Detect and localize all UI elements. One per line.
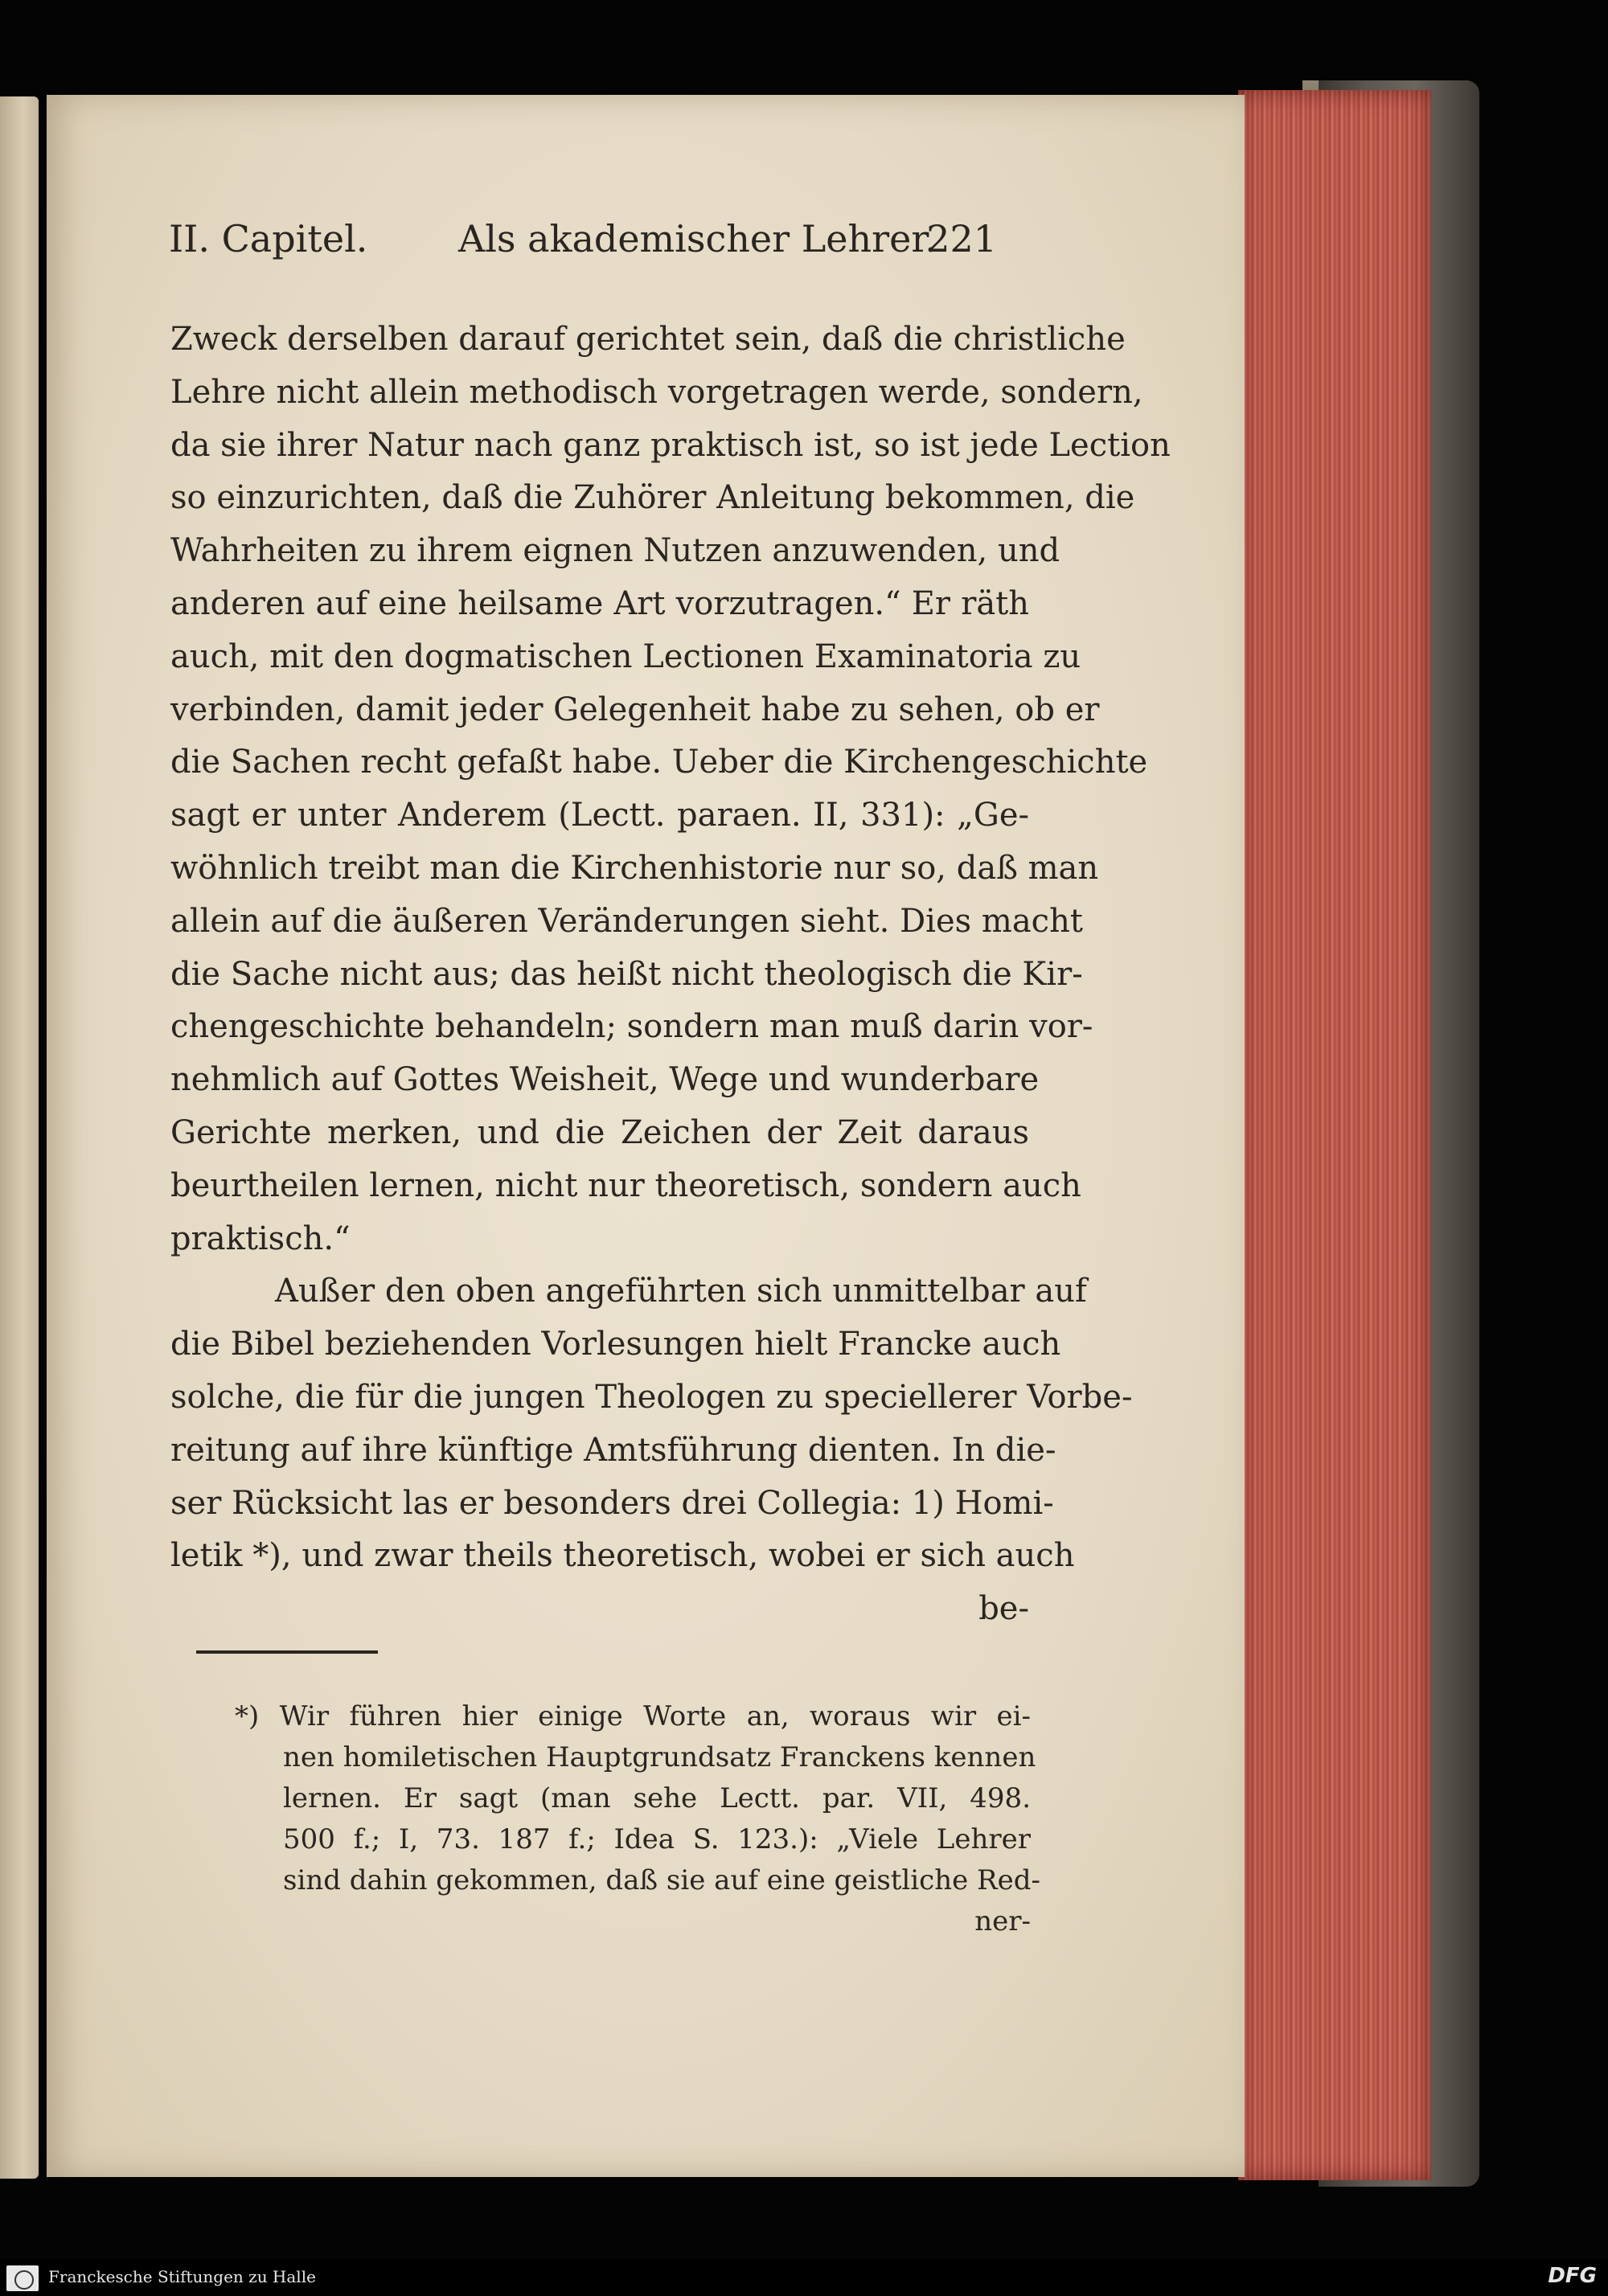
catchword: be-: [978, 1590, 1029, 1628]
footnote-line: *) Wir führen hier einige Worte an, woraus wir ei-: [235, 1700, 1031, 1732]
text-line: die Sache nicht aus; das heißt nicht theologisch die Kir-: [170, 955, 1083, 993]
footer-bar: [0, 2259, 1608, 2296]
text-line: praktisch.“: [170, 1220, 351, 1257]
text-line: nehmlich auf Gottes Weisheit, Wege und wunderbare: [170, 1061, 1040, 1099]
text-line: solche, die für die jungen Theologen zu speciellerer Vorbe-: [170, 1378, 1133, 1416]
footnote-line: lernen. Er sagt (man sehe Lectt. par. VII, 498.: [283, 1782, 1031, 1814]
text-line: Gerichte merken, und die Zeichen der Zeit daraus: [170, 1113, 1029, 1151]
text-line: die Sachen recht gefaßt habe. Ueber die Kirchengeschichte: [170, 744, 1148, 781]
chapter-label: II. Capitel.: [169, 217, 368, 260]
chapter-title: Als akademischer Lehrer.: [458, 217, 937, 260]
page-block-edge: [1238, 90, 1431, 2180]
footnote: [235, 1696, 1041, 1942]
text-line: Außer den oben angeführten sich unmittelbar auf: [275, 1273, 1087, 1310]
text-line: da sie ihrer Natur nach ganz praktisch ist, so ist jede Lection: [170, 426, 1171, 464]
text-line: reitung auf ihre künftige Amtsführung dienten. In die-: [170, 1431, 1056, 1469]
text-line: Zweck derselben darauf gerichtet sein, daß die christliche: [170, 321, 1126, 358]
previous-page-edge: [0, 96, 39, 2179]
text-line: auch, mit den dogmatischen Lectionen Examinatoria zu: [170, 638, 1081, 675]
body-text: [170, 314, 1171, 1636]
footnote-rule: [196, 1650, 378, 1654]
text-line: wöhnlich treibt man die Kirchenhistorie nur so, daß man: [170, 849, 1099, 887]
text-line: ser Rücksicht las er besonders drei Collegia: 1) Homi-: [170, 1484, 1054, 1522]
text-line: die Bibel beziehenden Vorlesungen hielt Francke auch: [170, 1326, 1061, 1363]
running-header: [169, 217, 997, 281]
text-line: beurtheilen lernen, nicht nur theoretisch, sondern auch: [170, 1166, 1081, 1204]
institution-name: Franckesche Stiftungen zu Halle: [48, 2267, 316, 2286]
footnote-line: nen homiletischen Hauptgrundsatz Franckens kennen: [283, 1741, 1036, 1773]
text-line: letik *), und zwar theils theoretisch, wobei er sich auch: [170, 1537, 1075, 1575]
dfg-logo: DFG: [1548, 2264, 1597, 2288]
institution-logo-icon: [6, 2265, 39, 2291]
footnote-catchword: ner-: [974, 1905, 1031, 1937]
text-line: Wahrheiten zu ihrem eignen Nutzen anzuwenden, und: [170, 532, 1060, 570]
text-line: verbinden, damit jeder Gelegenheit habe zu sehen, ob er: [170, 691, 1100, 728]
page-number: 221: [926, 217, 997, 260]
text-line: sagt er unter Anderem (Lectt. paraen. II, 331): „Ge-: [170, 797, 1029, 834]
footnote-line: sind dahin gekommen, daß sie auf eine geistliche Red-: [283, 1864, 1041, 1896]
text-line: chengeschichte behandeln; sondern man muß darin vor-: [170, 1008, 1093, 1046]
text-line: so einzurichten, daß die Zuhörer Anleitung bekommen, die: [170, 479, 1135, 517]
text-line: allein auf die äußeren Veränderungen sieht. Dies macht: [170, 902, 1083, 940]
text-line: Lehre nicht allein methodisch vorgetragen werde, sondern,: [170, 373, 1143, 411]
text-line: anderen auf eine heilsame Art vorzutragen.“ Er räth: [170, 584, 1029, 622]
footnote-line: 500 f.; I, 73. 187 f.; Idea S. 123.): „Viele Lehrer: [283, 1823, 1031, 1855]
